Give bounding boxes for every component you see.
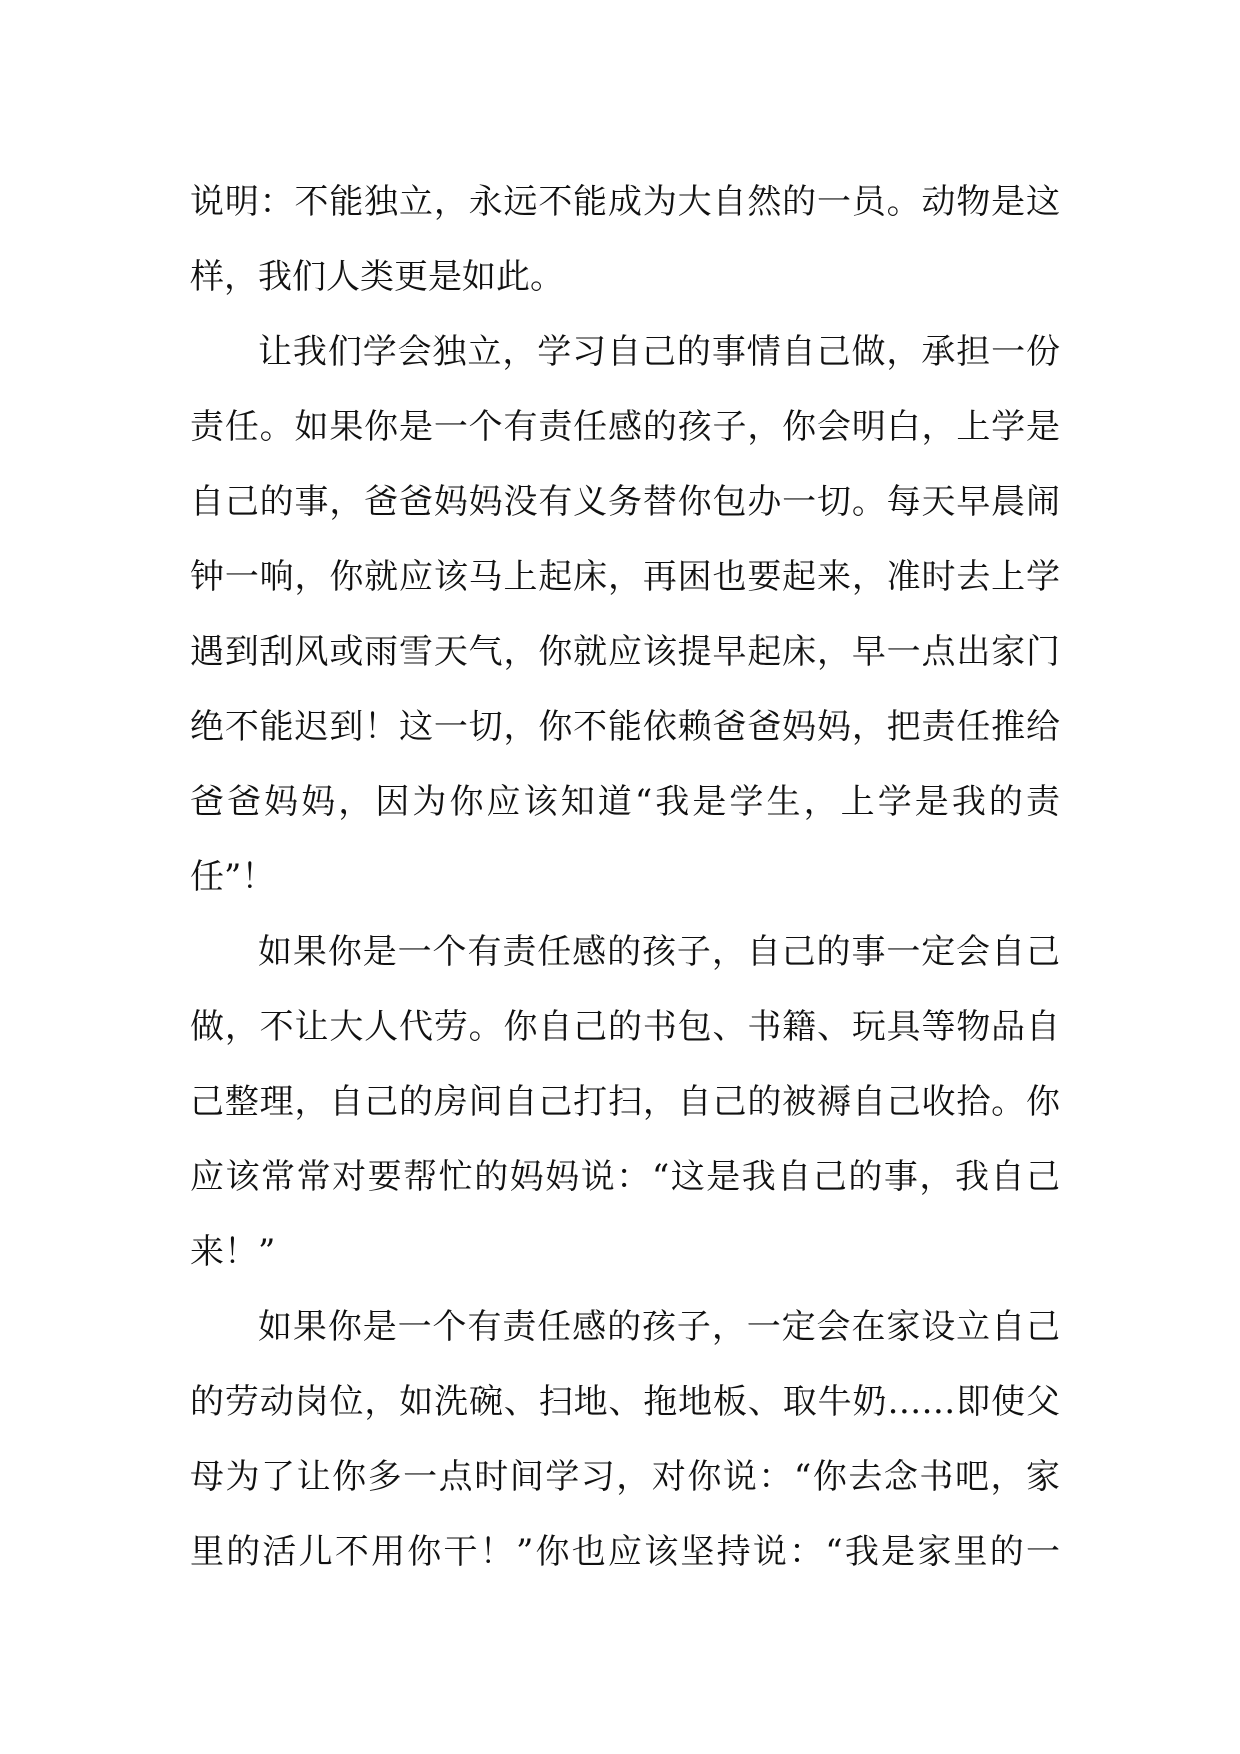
text-line: 爸爸妈妈，因为你应该知道“我是学生，上学是我的责 [190,782,1060,822]
text-line: 遇到刮风或雨雪天气，你就应该提早起床，早一点出家门 [190,632,1060,672]
text-line: 任”！ [190,857,276,897]
text-line: 应该常常对要帮忙的妈妈说：“这是我自己的事，我自己 [190,1157,1060,1197]
text-line: 如果你是一个有责任感的孩子，一定会在家设立自己 [258,1307,1060,1347]
text-line: 里的活儿不用你干！”你也应该坚持说：“我是家里的一 [190,1532,1060,1572]
text-line: 责任。如果你是一个有责任感的孩子，你会明白，上学是 [190,407,1060,447]
text-line: 母为了让你多一点时间学习，对你说：“你去念书吧，家 [190,1457,1060,1497]
paragraph-4 [190,1290,1060,1590]
text-line: 的劳动岗位，如洗碗、扫地、拖地板、取牛奶……即使父 [190,1382,1060,1422]
text-line: 如果你是一个有责任感的孩子，自己的事一定会自己 [258,932,1060,972]
text-line: 绝不能迟到！这一切，你不能依赖爸爸妈妈，把责任推给 [190,707,1060,747]
body-text [190,165,1060,1590]
text-line: 钟一响，你就应该马上起床，再困也要起来，准时去上学 [190,557,1060,597]
text-line: 来！” [190,1232,276,1272]
text-line: 自己的事，爸爸妈妈没有义务替你包办一切。每天早晨闹 [190,482,1060,522]
paragraph-1 [190,165,1060,315]
text-line: 样，我们人类更是如此。 [190,257,564,297]
text-line: 做，不让大人代劳。你自己的书包、书籍、玩具等物品自 [190,1007,1060,1047]
text-line: 己整理，自己的房间自己打扫，自己的被褥自己收拾。你 [190,1082,1060,1122]
text-line: 说明：不能独立，永远不能成为大自然的一员。动物是这 [190,182,1060,222]
text-line: 让我们学会独立，学习自己的事情自己做，承担一份 [258,332,1060,372]
paragraph-3 [190,915,1060,1290]
paragraph-2 [190,315,1060,915]
